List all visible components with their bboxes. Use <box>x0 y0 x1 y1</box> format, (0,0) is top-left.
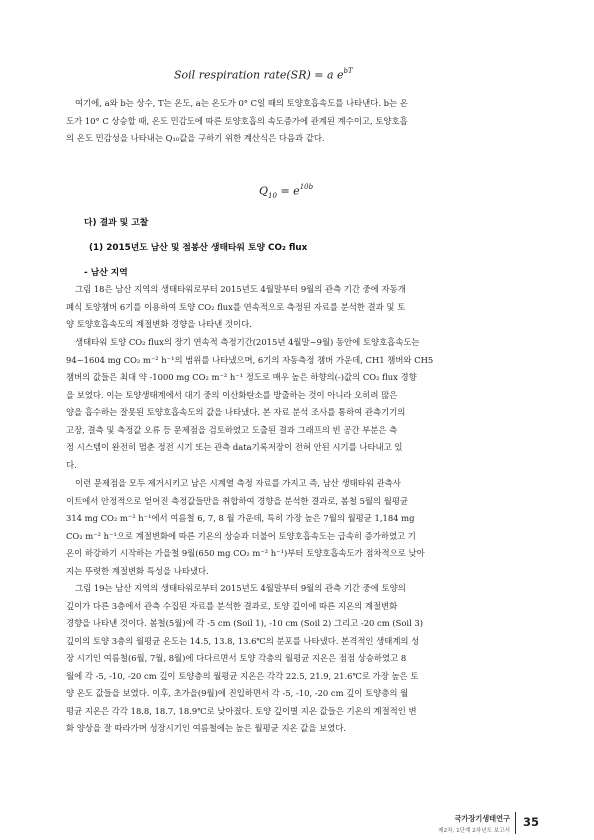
text-line: 이런 문제점을 모두 제거시키고 남은 시계열 측정 자료를 가지고 즉, 남산 생태타워 관측사 <box>75 478 401 488</box>
paragraph-equation-explanation <box>66 95 536 148</box>
text-line: 화 양상을 잘 따라가며 성장시기인 여름철에는 높은 월평균 지온 값을 보였다. <box>66 723 347 733</box>
equation1-exponent: bT <box>343 67 353 75</box>
text-line: 그림 18은 남산 지역의 생태타워로부터 2015년도 4월말부터 9월의 관측 기간 중에 자동개 <box>75 284 406 294</box>
text-line: 정 시스템이 완전히 멈춘 정전 시기 또는 관측 data기록저장이 전혀 안된 시기를 나타내고 있 <box>66 442 403 452</box>
text-line: 의 온도 민감성을 나타내는 Q₁₀값을 구하기 위한 계산식은 다음과 같다. <box>66 133 325 143</box>
text-line: 314 mg CO₂ m⁻² h⁻¹에서 여름철 6, 7, 8 월 가운데, 특히 가장 높은 7월의 월평균 1,184 mg <box>66 513 415 523</box>
paragraph-co2-flux-range <box>66 334 536 474</box>
q10-equation <box>259 184 313 200</box>
text-line: 양 토양호흡속도의 계절변화 경향을 나타낸 것이다. <box>66 319 252 329</box>
equation1-text: Soil respiration rate(SR) = a e <box>174 68 344 82</box>
footer-report-subtitle: 제2차, 1단계 2차년도 보고서 <box>438 828 510 834</box>
text-line: 양 온도 값들을 보였다. 이후, 초가을(9월)에 진입하면서 각 -5, -10, -20 cm 깊이 토양층의 월 <box>66 688 409 698</box>
text-line: 을 보였다. 이는 토양생태계에서 대기 중의 이산화탄소를 방출하는 것이 아니라 오히려 많은 <box>66 389 398 400</box>
text-line: 고장, 결측 및 측정값 오류 등 문제점을 검토하였고 도출된 결과 그래프의 빈 공간 부분은 측 <box>66 424 398 435</box>
text-line: 평균 지온은 각각 18.8, 18.7, 18.9℃로 낮아졌다. 토양 깊이별 지온 값들은 기온의 계절적인 변 <box>66 705 417 716</box>
q10-subscript: 10 <box>268 191 277 200</box>
text-line: CO₂ m⁻² h⁻¹으로 계절변화에 따른 기온의 상승과 더불어 토양호흡속도는 급속히 증가하였고 기 <box>66 530 416 541</box>
text-line: 양을 흡수하는 잘못된 토양호흡속도의 값을 나타냈다. 본 자료 분석 조사를 통하여 관측기기의 <box>66 407 406 417</box>
q10-equals: = e <box>276 184 300 198</box>
q10-exponent: 10b <box>299 183 314 191</box>
text-line: 월에 각 -5, -10, -20 cm 깊이 토양층의 월평균 지온은 각각 22.5, 21.9, 21.6℃로 가장 높은 토 <box>66 670 419 681</box>
text-line: 경향을 나타낸 것이다. 봄철(5월)에 각 -5 cm (Soil 1), -10 cm (Soil 2) 그리고 -20 cm (Soil 3) <box>66 618 424 628</box>
text-line: 다. <box>66 459 77 470</box>
subsection-heading-namsan: - 남산 지역 <box>84 268 128 278</box>
text-line: 폐식 토양챔버 6기를 이용하여 토양 CO₂ flux를 연속적으로 측정된 자료를 분석한 결과 및 토 <box>66 301 406 312</box>
text-line: 그림 19는 남산 지역의 생태타워로부터 2015년도 4월말부터 9월의 관측 기간 중에 토양의 <box>75 583 406 593</box>
text-line: 도가 10° C 상승할 때, 온도 민감도에 따른 토양호흡의 속도증가에 관계된 계수이고, 토양호흡 <box>66 115 408 126</box>
section-heading-results: 다) 결과 및 고찰 <box>84 218 149 228</box>
text-line: 깊이의 토양 3층의 월평균 온도는 14.5, 13.8, 13.6℃의 분포를 나타냈다. 본격적인 생태계의 성 <box>66 635 420 646</box>
paragraph-seasonal-trend <box>66 475 536 580</box>
soil-respiration-equation <box>174 68 353 82</box>
paragraph-figure18-intro <box>66 281 536 334</box>
page-number: 35 <box>523 815 540 829</box>
q10-symbol: Q <box>259 184 269 198</box>
text-line: 지는 뚜렷한 계절변화 특성을 나타냈다. <box>66 565 209 576</box>
footer-divider <box>515 812 516 834</box>
text-line: 생태타워 토양 CO₂ flux의 장기 연속적 측정기간(2015년 4월말~9월) 동안에 토양호흡속도는 <box>75 337 420 347</box>
text-line: 이트에서 안정적으로 얻어진 측정값들만을 취합하여 경향을 분석한 결과로, 봄철 5월의 월평균 <box>66 495 409 506</box>
footer-report-title: 국가장기생태연구 <box>454 814 510 823</box>
text-line: 온이 하강하기 시작하는 가을철 9월(650 mg CO₂ m⁻² h⁻¹)부터 토양호흡속도가 점차적으로 낮아 <box>66 548 425 558</box>
text-line: 깊이가 다른 3층에서 관측 수집된 자료를 분석한 결과로, 토양 깊이에 따른 지온의 계절변화 <box>66 600 398 611</box>
text-line: 여기에, a와 b는 상수, T는 온도, a는 온도가 0° C일 때의 토양호흡속도를 나타낸다. b는 온 <box>75 98 408 108</box>
paragraph-soil-temperature <box>66 580 536 738</box>
text-line: 챔버의 값들은 최대 약 -1000 mg CO₂ m⁻² h⁻¹ 정도로 매우 높은 하향의(-)값의 CO₂ flux 경향 <box>66 372 417 382</box>
text-line: 94~1604 mg CO₂ m⁻² h⁻¹의 범위를 나타냈으며, 6기의 자동측정 챔버 가운데, CH1 챔버와 CH5 <box>66 354 434 365</box>
subsection-heading-co2-flux: (1) 2015년도 남산 및 점봉산 생태타워 토양 CO₂ flux <box>89 243 308 253</box>
text-line: 장 시기인 여름철(6월, 7월, 8월)에 다다르면서 토양 각층의 월평균 지온은 점점 상승하였고 8 <box>66 653 407 663</box>
